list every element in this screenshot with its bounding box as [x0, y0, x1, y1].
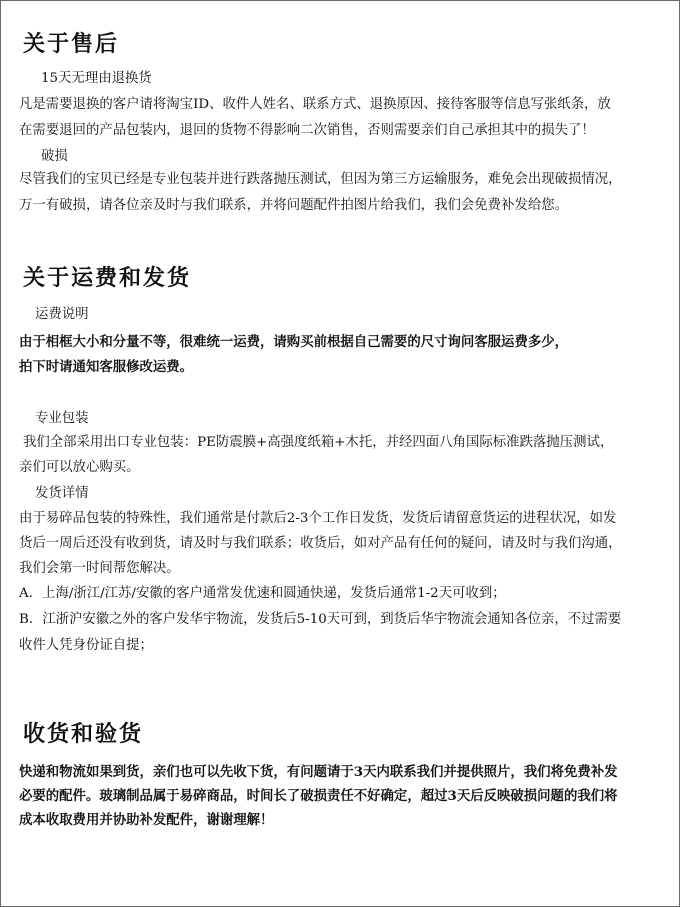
- receiving-title: 收货和验货: [23, 721, 144, 747]
- packaging-label: 专业包装: [35, 411, 89, 426]
- delivery-line: B．江浙沪安徽之外的客户发华宇物流，发货后5-10天可到，到货后华宇物流会通知各位亲，不过需要: [19, 612, 622, 627]
- damage-line: 万一有破损，请各位亲及时与我们联系，并将问题配件拍图片给我们，我们会免费补发给您。: [19, 198, 569, 213]
- delivery-line: 货后一周后还没有收到货，请及时与我们联系；收货后，如对产品有任何的疑问，请及时与我们沟通，: [19, 536, 622, 551]
- damage-line: 尽管我们的宝贝已经是专业包装并进行跌落抛压测试，但因为第三方运输服务，难免会出现破损情况，: [19, 172, 622, 187]
- delivery-line: 收件人凭身份证自提；: [19, 638, 153, 653]
- delivery-line: 我们会第一时间帮您解决。: [19, 561, 180, 576]
- delivery-label: 发货详情: [35, 486, 89, 501]
- packaging-line: 我们全部采用出口专业包装：PE防震膜+高强度纸箱+木托，并经四面八角国际标准跌落抛压测试，: [23, 435, 614, 450]
- receiving-line: 快递和物流如果到货，亲们也可以先收下货，有问题请于3天内联系我们并提供照片，我们将免费补发: [19, 764, 618, 780]
- damage-label: 破损: [41, 149, 68, 164]
- returns-line: 在需要退回的产品包装内，退回的货物不得影响二次销售，否则需要亲们自己承担其中的损失了！: [19, 123, 595, 138]
- fee-label: 运费说明: [35, 307, 89, 322]
- receiving-line: 成本收取费用并协助补发配件，谢谢理解！: [19, 812, 274, 828]
- shipping-title: 关于运费和发货: [23, 265, 192, 291]
- fee-line: 拍下时请通知客服修改运费。: [19, 359, 194, 375]
- delivery-line: A．上海/浙江/江苏/安徽的客户通常发优速和圆通快递，发货后通常1-2天可收到；: [19, 586, 506, 601]
- receiving-line: 必要的配件。玻璃制品属于易碎商品，时间长了破损责任不好确定，超过3天后反映破损问题的我们将: [19, 788, 618, 804]
- after-sales-title: 关于售后: [23, 31, 120, 57]
- packaging-line: 亲们可以放心购买。: [19, 460, 140, 475]
- delivery-line: 由于易碎品包装的特殊性，我们通常是付款后2-3个工作日发货，发货后请留意货运的进程状况，如发: [19, 511, 617, 526]
- fee-line: 由于相框大小和分量不等，很难统一运费，请购买前根据自己需要的尺寸询问客服运费多少，: [19, 334, 569, 350]
- returns-line: 凡是需要退换的客户请将淘宝ID、收件人姓名、联系方式、退换原因、接待客服等信息写张纸条，放: [19, 97, 611, 112]
- returns-label: 15天无理由退换货: [41, 71, 152, 86]
